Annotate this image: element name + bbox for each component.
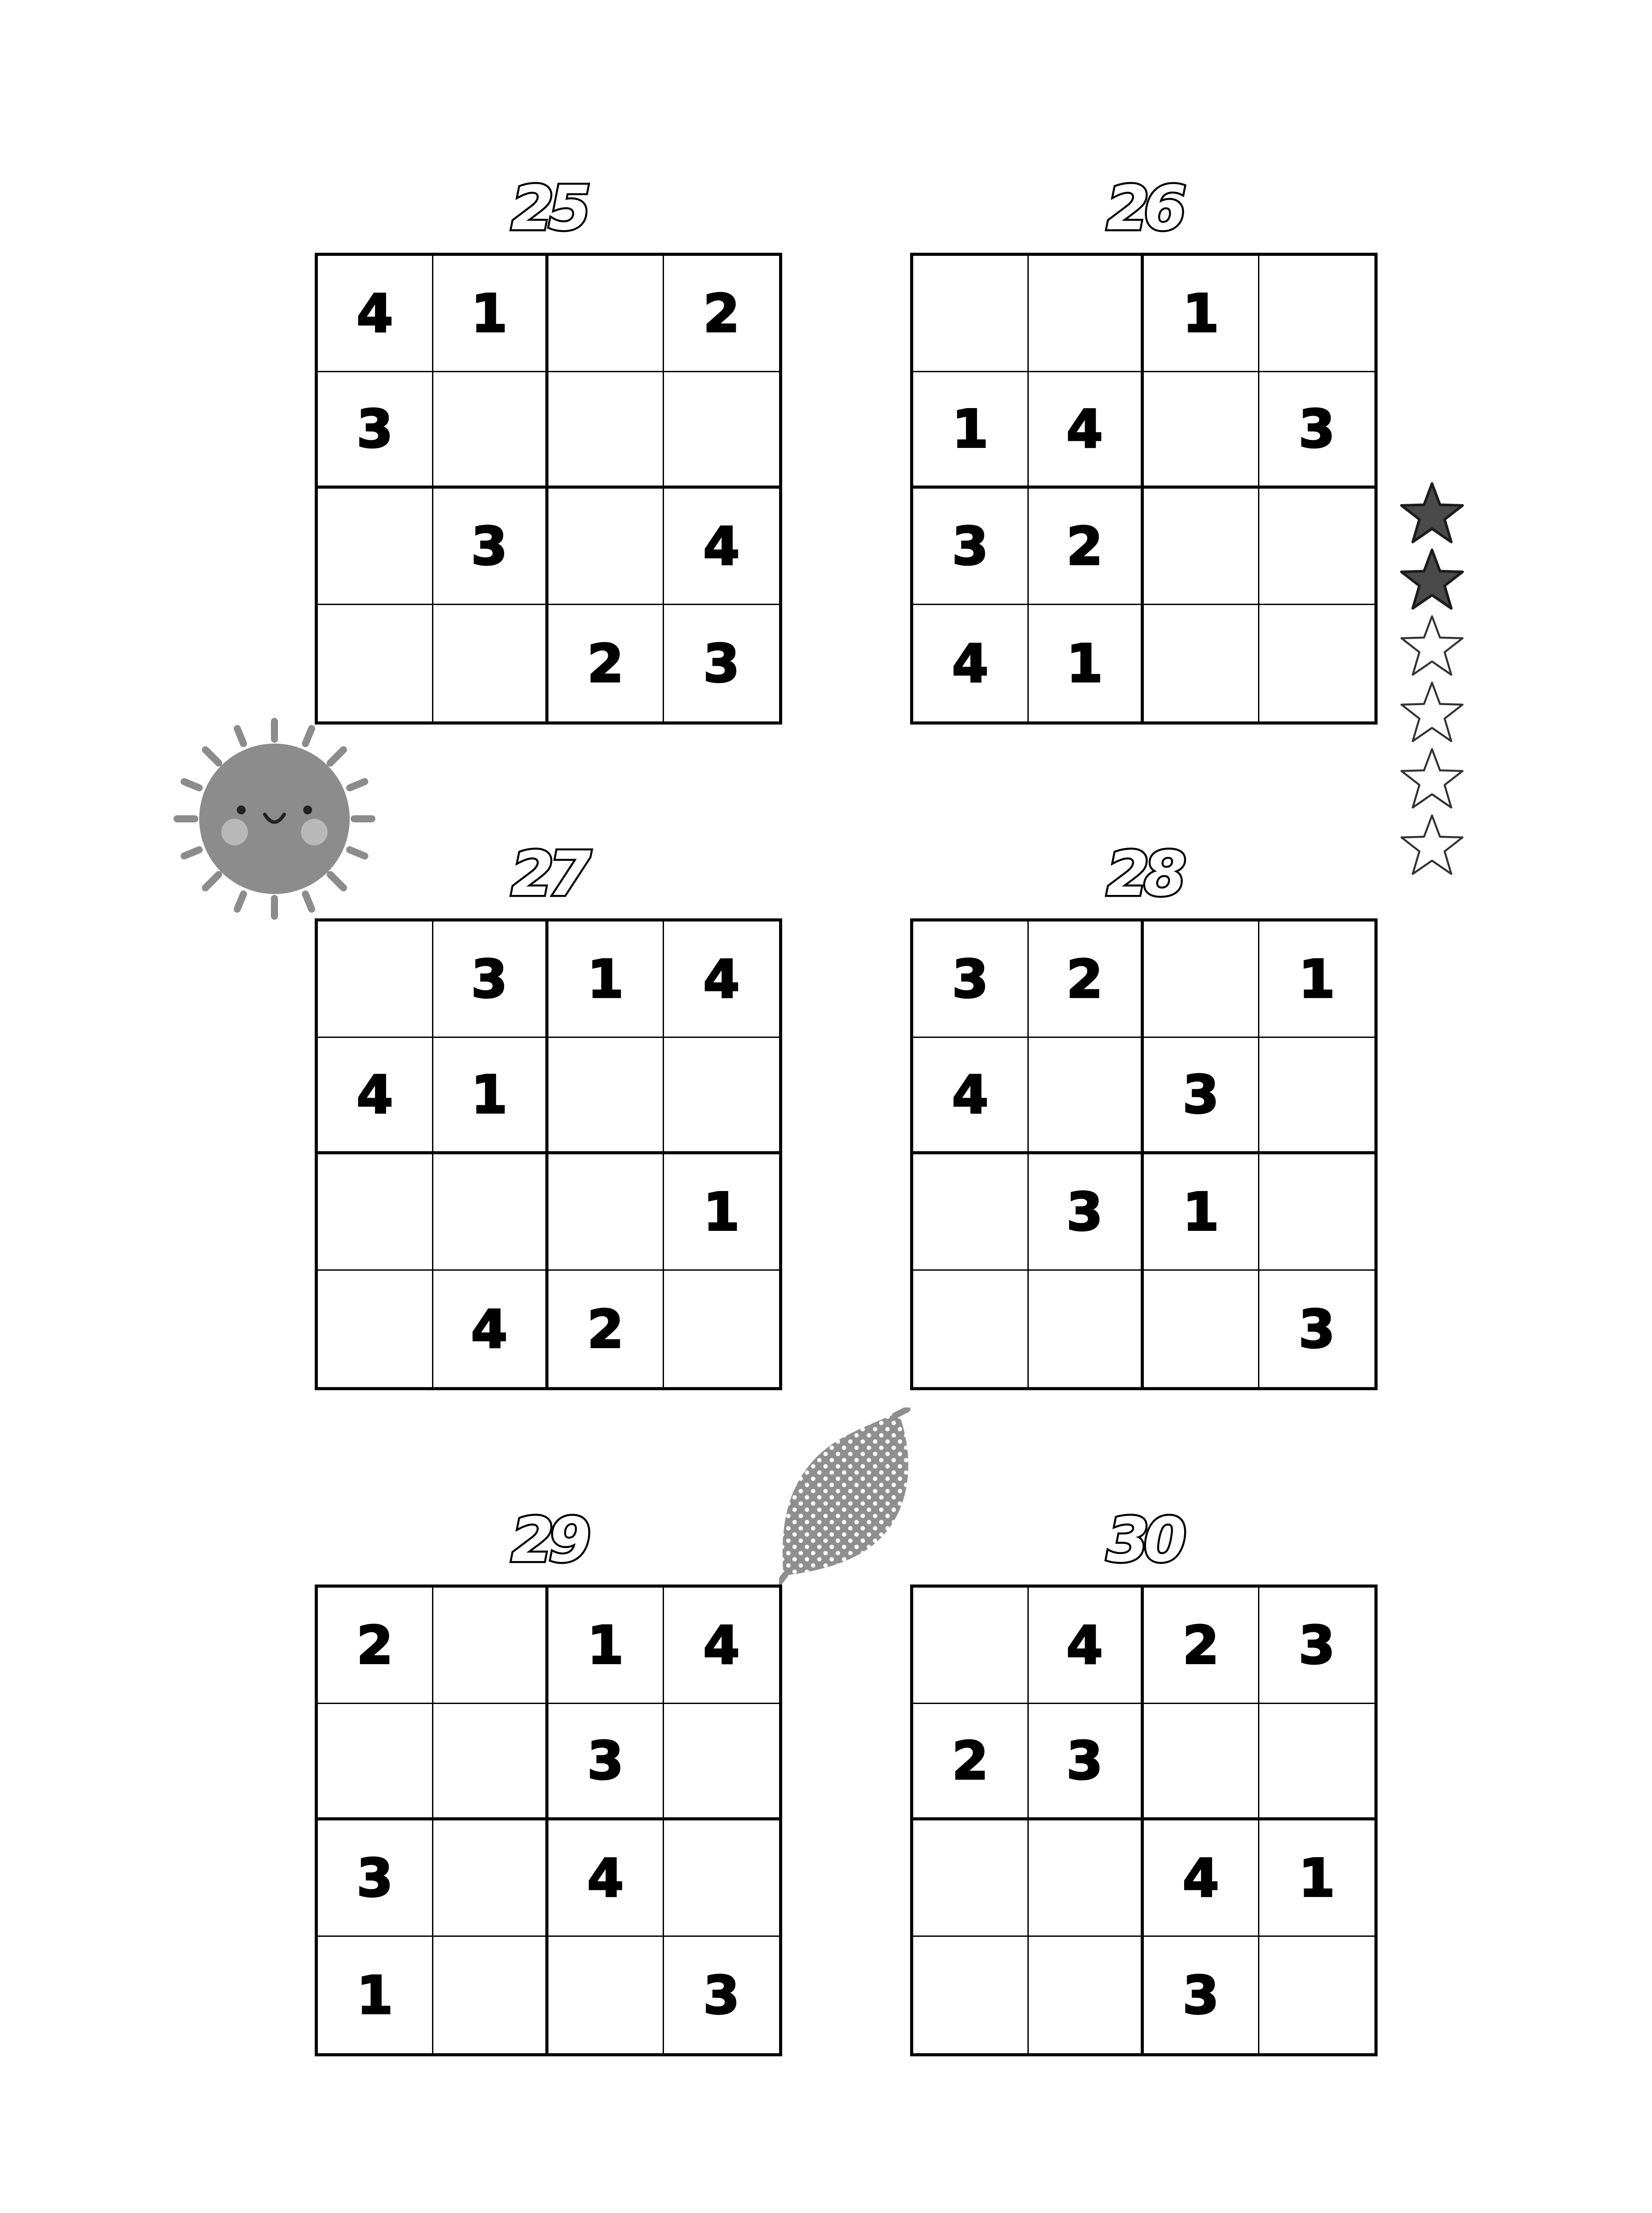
puzzle-number: 28 (1106, 838, 1181, 910)
grid-cell[interactable]: 1 (318, 1937, 433, 2053)
grid-cell[interactable]: 3 (703, 1964, 740, 2026)
sudoku-grid (910, 918, 1378, 1390)
grid-cell[interactable]: 4 (913, 1038, 1029, 1154)
grid-cell[interactable]: 3 (913, 921, 1029, 1038)
grid-cell[interactable] (433, 1588, 549, 1704)
grid-cell[interactable] (433, 1937, 549, 2053)
grid-cell[interactable] (1259, 605, 1375, 721)
star-icon (1399, 480, 1465, 547)
grid-cell[interactable]: 1 (1029, 605, 1144, 721)
grid-cell[interactable] (913, 1820, 1029, 1937)
grid-cell[interactable]: 4 (318, 1038, 433, 1154)
puzzle-number: 26 (1106, 173, 1181, 244)
grid-cell[interactable] (548, 489, 664, 605)
dotted-leaf-icon (779, 1407, 925, 1585)
grid-cell[interactable]: 3 (548, 1704, 664, 1820)
sudoku-grid (910, 1585, 1378, 2056)
grid-cell[interactable]: 3 (1144, 1937, 1259, 2053)
grid-cell[interactable] (1144, 605, 1259, 721)
grid-cell[interactable]: 1 (433, 256, 549, 372)
grid-cell[interactable] (1259, 256, 1375, 372)
grid-cell[interactable] (913, 1588, 1029, 1704)
grid-cell[interactable]: 4 (664, 921, 780, 1038)
grid-cell[interactable]: 4 (664, 1588, 780, 1704)
grid-cell[interactable] (1144, 1271, 1259, 1387)
star-icon (1399, 679, 1465, 746)
star-icon (1399, 746, 1465, 812)
grid-cell[interactable]: 4 (664, 489, 780, 605)
grid-cell[interactable]: 3 (433, 489, 549, 605)
grid-cell[interactable] (913, 256, 1029, 372)
sudoku-grid (315, 1585, 782, 2056)
grid-cell[interactable]: 3 (913, 489, 1029, 605)
grid-cell[interactable]: 4 (1144, 1820, 1259, 1937)
grid-cell[interactable]: 1 (433, 1038, 549, 1154)
grid-cell[interactable] (1259, 1154, 1375, 1271)
grid-cell[interactable] (913, 1271, 1029, 1387)
grid-cell[interactable]: 2 (548, 605, 664, 721)
sun-face-icon (159, 704, 390, 934)
puzzle-number: 27 (511, 838, 586, 910)
difficulty-rating (1399, 480, 1465, 879)
grid-cell[interactable] (433, 1704, 549, 1820)
grid-cell[interactable]: 1 (548, 921, 664, 1038)
grid-cell[interactable]: 2 (1029, 921, 1144, 1038)
grid-cell[interactable] (433, 605, 549, 721)
grid-cell[interactable] (548, 372, 664, 489)
grid-cell[interactable]: 4 (433, 1271, 549, 1387)
grid-cell[interactable] (1144, 1704, 1259, 1820)
grid-cell[interactable] (913, 1937, 1029, 2053)
grid-cell[interactable]: 1 (1144, 1154, 1259, 1271)
grid-cell[interactable]: 3 (703, 632, 740, 694)
grid-cell[interactable]: 1 (664, 1154, 780, 1271)
grid-cell[interactable] (318, 489, 433, 605)
grid-cell[interactable] (1259, 1937, 1375, 2053)
grid-cell[interactable]: 3 (1029, 1154, 1144, 1271)
grid-cell[interactable] (1029, 1038, 1144, 1154)
grid-cell[interactable]: 2 (913, 1704, 1029, 1820)
grid-cell[interactable]: 1 (1144, 256, 1259, 372)
sudoku-grid (910, 253, 1378, 725)
grid-cell[interactable] (548, 1154, 664, 1271)
star-icon (1399, 613, 1465, 679)
star-icon (1399, 812, 1465, 879)
grid-cell[interactable]: 1 (1259, 1820, 1375, 1937)
sudoku-grid (315, 253, 782, 725)
grid-cell[interactable] (1029, 1937, 1144, 2053)
grid-cell[interactable] (433, 1820, 549, 1937)
grid-cell[interactable] (433, 372, 549, 489)
grid-cell[interactable]: 3 (433, 921, 549, 1038)
grid-cell[interactable] (664, 1704, 780, 1820)
grid-cell[interactable]: 2 (1144, 1588, 1259, 1704)
grid-cell[interactable] (664, 1820, 780, 1937)
star-icon (1399, 547, 1465, 613)
grid-cell[interactable]: 3 (1144, 1038, 1259, 1154)
grid-cell[interactable] (318, 1154, 433, 1271)
grid-cell[interactable]: 2 (1029, 489, 1144, 605)
grid-cell[interactable] (1259, 1038, 1375, 1154)
sudoku-grid (315, 918, 782, 1390)
grid-cell[interactable]: 2 (664, 256, 780, 372)
grid-cell[interactable]: 3 (318, 1820, 433, 1937)
grid-cell[interactable]: 1 (913, 372, 1029, 489)
grid-cell[interactable]: 2 (548, 1271, 664, 1387)
grid-cell[interactable] (1144, 489, 1259, 605)
grid-cell[interactable] (664, 372, 780, 489)
grid-cell[interactable] (1259, 489, 1375, 605)
puzzle-number: 29 (511, 1504, 586, 1576)
grid-cell[interactable] (318, 921, 433, 1038)
grid-cell[interactable]: 4 (318, 256, 433, 372)
grid-cell[interactable]: 2 (318, 1588, 433, 1704)
grid-cell[interactable] (664, 1038, 780, 1154)
puzzle-number: 25 (511, 173, 586, 244)
grid-cell[interactable] (548, 1937, 664, 2053)
grid-cell[interactable] (1144, 372, 1259, 489)
grid-cell[interactable] (548, 1038, 664, 1154)
grid-cell[interactable] (433, 1154, 549, 1271)
grid-cell[interactable]: 4 (913, 605, 1029, 721)
grid-cell[interactable]: 3 (1259, 1588, 1375, 1704)
grid-cell[interactable]: 4 (548, 1820, 664, 1937)
grid-cell[interactable]: 1 (1259, 921, 1375, 1038)
grid-cell[interactable] (318, 1704, 433, 1820)
grid-cell[interactable] (1259, 1704, 1375, 1820)
grid-cell[interactable] (913, 1154, 1029, 1271)
grid-cell[interactable] (1029, 1820, 1144, 1937)
grid-cell[interactable]: 3 (1029, 1704, 1144, 1820)
grid-cell[interactable] (548, 256, 664, 372)
grid-cell[interactable]: 4 (1029, 1588, 1144, 1704)
grid-cell[interactable] (664, 1271, 780, 1387)
grid-cell[interactable] (1144, 921, 1259, 1038)
grid-cell[interactable]: 4 (1029, 372, 1144, 489)
puzzle-number: 30 (1106, 1504, 1181, 1576)
grid-cell[interactable]: 3 (1259, 372, 1375, 489)
grid-cell[interactable] (318, 1271, 433, 1387)
grid-cell[interactable]: 3 (1298, 1298, 1335, 1360)
grid-cell[interactable] (1029, 1271, 1144, 1387)
grid-cell[interactable] (1029, 256, 1144, 372)
grid-cell[interactable]: 3 (318, 372, 433, 489)
grid-cell[interactable]: 1 (548, 1588, 664, 1704)
